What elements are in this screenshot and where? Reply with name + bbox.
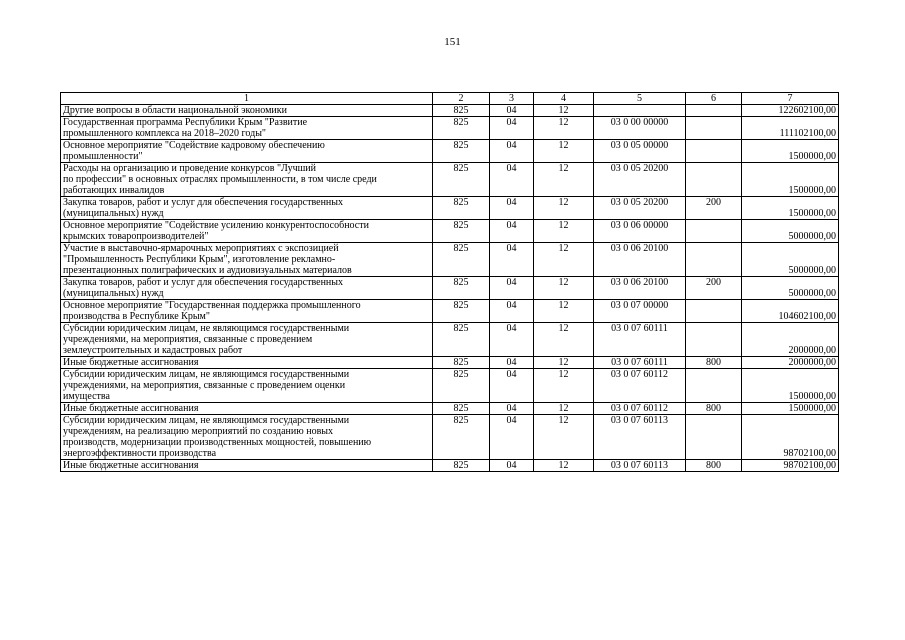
row-expense-type-cell: 800 <box>686 403 742 415</box>
row-expense-type-cell <box>686 140 742 163</box>
row-subsection-cell: 12 <box>534 163 594 197</box>
row-section-cell: 04 <box>490 403 534 415</box>
row-section-cell: 04 <box>490 357 534 369</box>
row-expense-type-cell <box>686 323 742 357</box>
row-name-cell: Другие вопросы в области национальной экономики <box>61 105 433 117</box>
budget-table <box>60 92 839 472</box>
row-name-cell: Закупка товаров, работ и услуг для обеспечения государственных (муниципальных) нужд <box>61 277 433 300</box>
page-number: 151 <box>444 36 461 48</box>
header-cell-4: 4 <box>534 93 594 105</box>
row-expense-type-cell: 200 <box>686 277 742 300</box>
row-expense-type-cell: 800 <box>686 460 742 472</box>
row-grbs-cell: 825 <box>433 415 490 460</box>
row-section-cell: 04 <box>490 323 534 357</box>
row-subsection-cell: 12 <box>534 369 594 403</box>
table-row <box>61 243 839 277</box>
row-section-cell: 04 <box>490 415 534 460</box>
row-name-cell: Основное мероприятие "Государственная поддержка промышленного производства в Республике Крым" <box>61 300 433 323</box>
row-section-cell: 04 <box>490 163 534 197</box>
table-row <box>61 460 839 472</box>
row-section-cell: 04 <box>490 460 534 472</box>
header-cell-2: 2 <box>433 93 490 105</box>
row-grbs-cell: 825 <box>433 460 490 472</box>
row-section-cell: 04 <box>490 105 534 117</box>
header-cell-1: 1 <box>61 93 433 105</box>
row-amount-cell: 5000000,00 <box>742 220 839 243</box>
row-target-article-cell: 03 0 07 60112 <box>594 403 686 415</box>
header-cell-7: 7 <box>742 93 839 105</box>
row-grbs-cell: 825 <box>433 357 490 369</box>
table-row <box>61 117 839 140</box>
row-amount-cell: 5000000,00 <box>742 277 839 300</box>
row-target-article-cell: 03 0 05 20200 <box>594 163 686 197</box>
row-subsection-cell: 12 <box>534 140 594 163</box>
row-grbs-cell: 825 <box>433 323 490 357</box>
row-expense-type-cell <box>686 415 742 460</box>
row-section-cell: 04 <box>490 140 534 163</box>
table-row <box>61 140 839 163</box>
row-amount-cell: 104602100,00 <box>742 300 839 323</box>
row-grbs-cell: 825 <box>433 117 490 140</box>
row-grbs-cell: 825 <box>433 140 490 163</box>
row-expense-type-cell <box>686 220 742 243</box>
row-name-cell: Государственная программа Республики Крым "Развитие промышленного комплекса на 2018–2020 годы" <box>61 117 433 140</box>
row-subsection-cell: 12 <box>534 105 594 117</box>
row-amount-cell: 1500000,00 <box>742 163 839 197</box>
table-row <box>61 323 839 357</box>
row-section-cell: 04 <box>490 117 534 140</box>
row-name-cell: Иные бюджетные ассигнования <box>61 357 433 369</box>
row-amount-cell: 122602100,00 <box>742 105 839 117</box>
row-amount-cell: 5000000,00 <box>742 243 839 277</box>
row-grbs-cell: 825 <box>433 403 490 415</box>
row-target-article-cell: 03 0 07 60112 <box>594 369 686 403</box>
row-subsection-cell: 12 <box>534 403 594 415</box>
row-name-cell: Субсидии юридическим лицам, не являющимся государственными учреждениями, на мероприятия, связанные с проведением оценки имущества <box>61 369 433 403</box>
row-subsection-cell: 12 <box>534 277 594 300</box>
table-row <box>61 163 839 197</box>
row-grbs-cell: 825 <box>433 105 490 117</box>
row-subsection-cell: 12 <box>534 460 594 472</box>
row-amount-cell: 2000000,00 <box>742 323 839 357</box>
row-subsection-cell: 12 <box>534 300 594 323</box>
row-expense-type-cell: 200 <box>686 197 742 220</box>
row-amount-cell: 1500000,00 <box>742 197 839 220</box>
table-header-row <box>61 93 839 105</box>
row-subsection-cell: 12 <box>534 243 594 277</box>
row-name-cell: Иные бюджетные ассигнования <box>61 460 433 472</box>
table-row <box>61 415 839 460</box>
row-grbs-cell: 825 <box>433 163 490 197</box>
row-section-cell: 04 <box>490 220 534 243</box>
row-expense-type-cell <box>686 300 742 323</box>
row-amount-cell: 1500000,00 <box>742 140 839 163</box>
row-amount-cell: 111102100,00 <box>742 117 839 140</box>
row-name-cell: Иные бюджетные ассигнования <box>61 403 433 415</box>
row-target-article-cell: 03 0 06 20100 <box>594 243 686 277</box>
row-grbs-cell: 825 <box>433 243 490 277</box>
table-row <box>61 197 839 220</box>
row-expense-type-cell <box>686 369 742 403</box>
row-grbs-cell: 825 <box>433 277 490 300</box>
row-section-cell: 04 <box>490 197 534 220</box>
row-target-article-cell: 03 0 07 60111 <box>594 323 686 357</box>
table-row <box>61 300 839 323</box>
row-amount-cell: 2000000,00 <box>742 357 839 369</box>
row-expense-type-cell <box>686 163 742 197</box>
row-section-cell: 04 <box>490 277 534 300</box>
row-section-cell: 04 <box>490 243 534 277</box>
table-row <box>61 105 839 117</box>
row-target-article-cell: 03 0 06 00000 <box>594 220 686 243</box>
row-expense-type-cell: 800 <box>686 357 742 369</box>
header-cell-3: 3 <box>490 93 534 105</box>
row-target-article-cell: 03 0 07 00000 <box>594 300 686 323</box>
row-amount-cell: 1500000,00 <box>742 369 839 403</box>
table-row <box>61 277 839 300</box>
row-subsection-cell: 12 <box>534 197 594 220</box>
row-grbs-cell: 825 <box>433 300 490 323</box>
row-expense-type-cell <box>686 105 742 117</box>
row-grbs-cell: 825 <box>433 369 490 403</box>
row-target-article-cell: 03 0 07 60113 <box>594 415 686 460</box>
row-grbs-cell: 825 <box>433 220 490 243</box>
table-row <box>61 220 839 243</box>
row-target-article-cell: 03 0 07 60111 <box>594 357 686 369</box>
table-row <box>61 369 839 403</box>
row-amount-cell: 1500000,00 <box>742 403 839 415</box>
row-expense-type-cell <box>686 243 742 277</box>
row-subsection-cell: 12 <box>534 323 594 357</box>
row-target-article-cell: 03 0 00 00000 <box>594 117 686 140</box>
row-name-cell: Субсидии юридическим лицам, не являющимся государственными учреждениям, на реализацию мероприятий по созданию новых производств, модернизации производственных мощностей, повышению энергоэффективности производства <box>61 415 433 460</box>
row-subsection-cell: 12 <box>534 415 594 460</box>
row-subsection-cell: 12 <box>534 117 594 140</box>
row-name-cell: Закупка товаров, работ и услуг для обеспечения государственных (муниципальных) нужд <box>61 197 433 220</box>
row-target-article-cell <box>594 105 686 117</box>
row-name-cell: Субсидии юридическим лицам, не являющимся государственными учреждениями, на мероприятия, связанные с проведением землеустроительных и кадастровых работ <box>61 323 433 357</box>
row-name-cell: Основное мероприятие "Содействие кадровому обеспечению промышленности" <box>61 140 433 163</box>
table-row <box>61 403 839 415</box>
row-target-article-cell: 03 0 05 20200 <box>594 197 686 220</box>
row-target-article-cell: 03 0 05 00000 <box>594 140 686 163</box>
row-section-cell: 04 <box>490 369 534 403</box>
row-target-article-cell: 03 0 06 20100 <box>594 277 686 300</box>
row-name-cell: Основное мероприятие "Содействие усилению конкурентоспособности крымских товаропроизводителей" <box>61 220 433 243</box>
row-subsection-cell: 12 <box>534 220 594 243</box>
header-cell-6: 6 <box>686 93 742 105</box>
row-amount-cell: 98702100,00 <box>742 460 839 472</box>
row-name-cell: Расходы на организацию и проведение конкурсов "Лучший по профессии" в основных отраслях промышленности, в том числе среди работающих инвалидов <box>61 163 433 197</box>
row-grbs-cell: 825 <box>433 197 490 220</box>
header-cell-5: 5 <box>594 93 686 105</box>
table-row <box>61 357 839 369</box>
row-section-cell: 04 <box>490 300 534 323</box>
row-expense-type-cell <box>686 117 742 140</box>
row-name-cell: Участие в выставочно-ярмарочных мероприятиях с экспозицией "Промышленность Республики Крым", изготовление рекламно- презентационных полиграфических и аудиовизуальных материалов <box>61 243 433 277</box>
row-subsection-cell: 12 <box>534 357 594 369</box>
row-amount-cell: 98702100,00 <box>742 415 839 460</box>
row-target-article-cell: 03 0 07 60113 <box>594 460 686 472</box>
